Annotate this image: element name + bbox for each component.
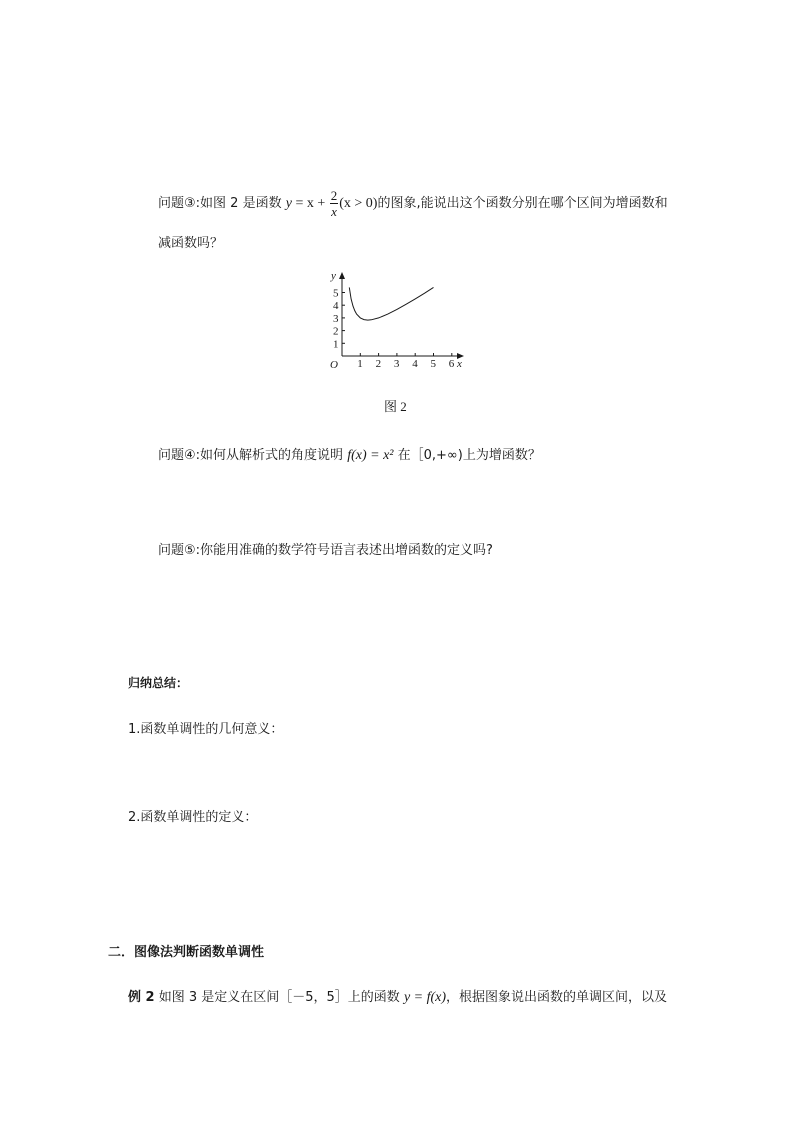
q3-eq-y: y — [285, 196, 292, 211]
summary-item-2: 2.函数单调性的定义： — [128, 810, 258, 825]
q3-fraction — [330, 188, 339, 219]
q4-suffix: 在［0,+∞)上为增函数？ — [397, 448, 541, 463]
x-tick-label: 5 — [430, 358, 436, 370]
y-axis-arrow — [339, 272, 345, 279]
example-2-text-a: 如图 3 是定义在区间［－5，5］上的函数 — [158, 990, 400, 1005]
function-curve — [349, 287, 433, 320]
example-2-fx: y = f(x) — [403, 990, 447, 1005]
question-3-line-2: 减函数吗？ — [158, 236, 224, 251]
section-2-title: 二．图像法判断函数单调性 — [108, 945, 265, 960]
question-5: 问题⑤:你能用准确的数学符号语言表述出增函数的定义吗? — [158, 543, 493, 558]
x-tick-label: 3 — [393, 358, 400, 370]
x-tick-label: 1 — [357, 358, 363, 370]
y-tick-label: 2 — [333, 325, 339, 338]
q3-condition: (x > 0) — [339, 196, 378, 211]
example-2-text-b: ，根据图象说出函数的单调区间，以及 — [446, 990, 668, 1005]
example-2-label: 例 2 — [128, 990, 155, 1005]
x-tick-label: 6 — [448, 358, 455, 370]
question-4 — [158, 444, 541, 464]
summary-item-1: 1.函数单调性的几何意义： — [128, 722, 284, 737]
y-tick-label: 4 — [333, 300, 339, 313]
y-tick-label: 5 — [333, 287, 339, 300]
q3-prefix: 问题③:如图 2 是函数 — [158, 196, 282, 211]
y-axis-label: y — [331, 270, 336, 282]
y-tick-label: 1 — [333, 338, 339, 351]
summary-title: 归纳总结： — [128, 676, 189, 690]
example-2 — [128, 986, 667, 1006]
question-3-line-1 — [158, 187, 668, 221]
figure-2-caption: 图 2 — [384, 399, 407, 414]
q3-suffix: 的图象,能说出这个函数分别在哪个区间为增函数和 — [377, 196, 668, 211]
x-tick-label: 4 — [412, 358, 418, 370]
q3-eq-mid: = x + — [291, 196, 329, 211]
figure-2-graph — [320, 266, 470, 372]
q4-fx: f(x) = x² — [347, 448, 394, 463]
origin-label: O — [330, 359, 338, 371]
q3-frac-num: 2 — [330, 188, 338, 203]
x-tick-label: 2 — [375, 358, 382, 370]
q3-frac-den: x — [331, 204, 337, 219]
y-tick-label: 3 — [333, 312, 339, 325]
q4-prefix: 问题④:如何从解析式的角度说明 — [158, 448, 344, 463]
x-axis-label: x — [457, 358, 462, 370]
